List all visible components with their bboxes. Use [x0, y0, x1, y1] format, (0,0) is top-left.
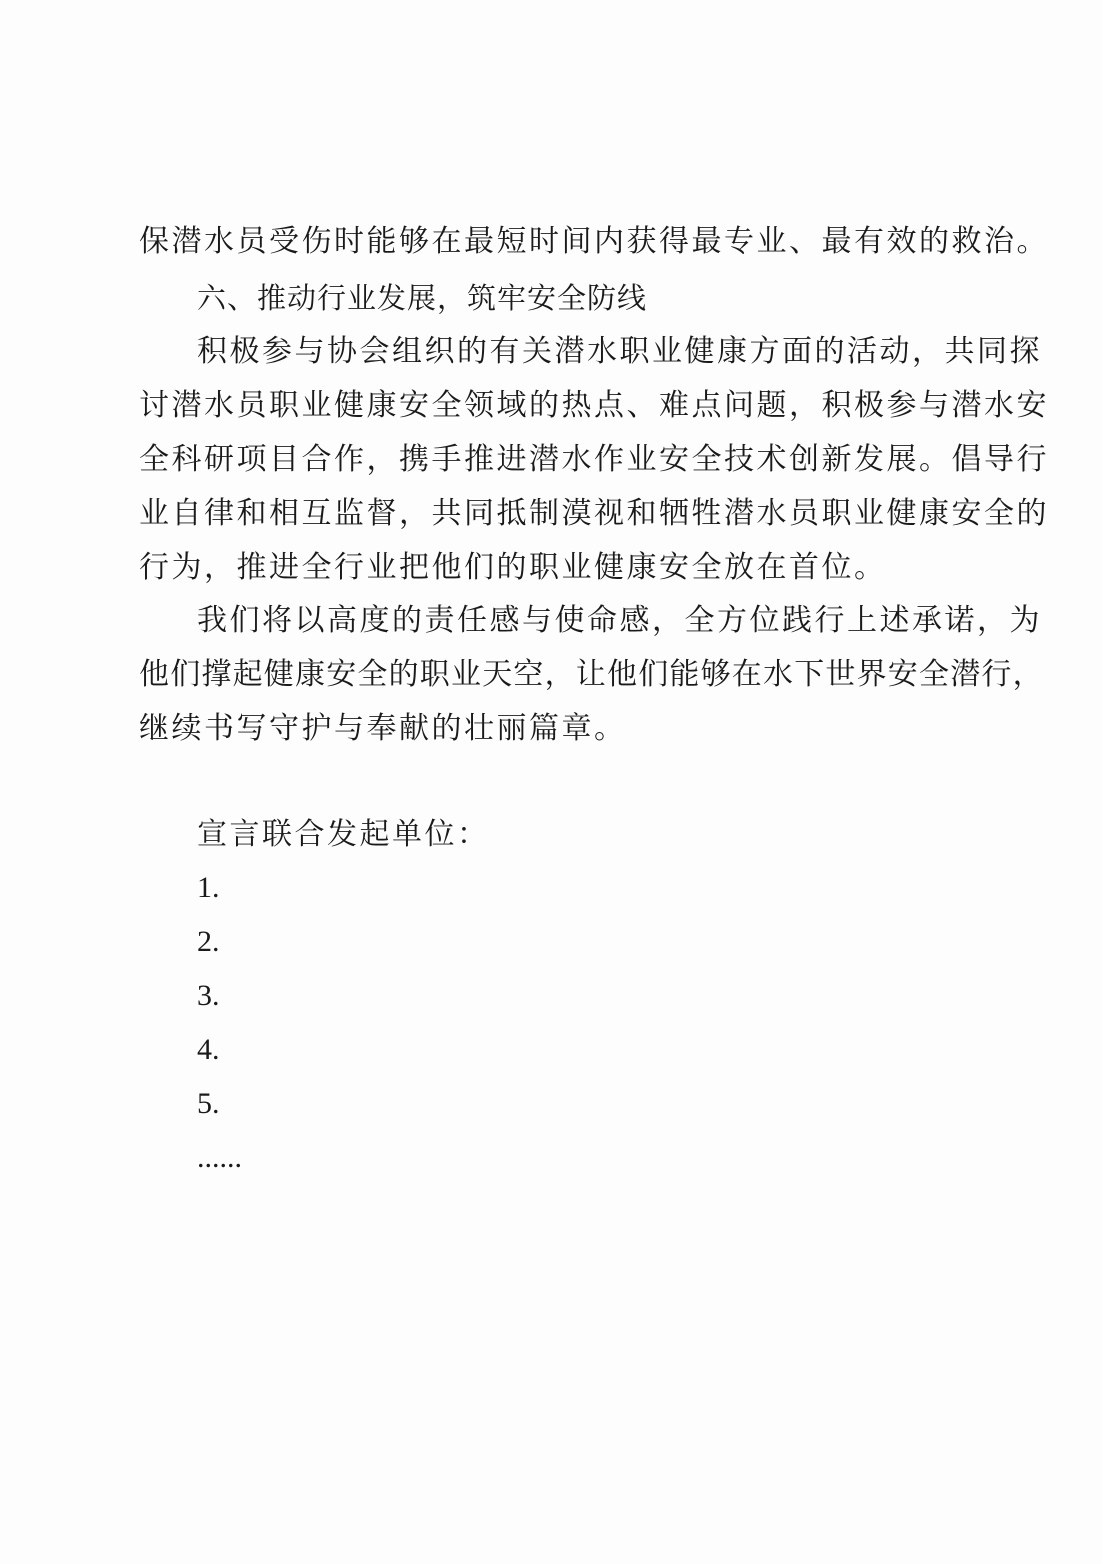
paragraph-line: 业自律和相互监督，共同抵制漠视和牺牲潜水员职业健康安全的	[139, 496, 1049, 531]
signer-item: 4.	[197, 1033, 220, 1066]
signer-item: 2.	[197, 925, 220, 958]
paragraph-line: 行为，推进全行业把他们的职业健康安全放在首位。	[139, 550, 887, 585]
signer-item: 1.	[197, 871, 220, 904]
closing-line: 我们将以高度的责任感与使命感，全方位践行上述承诺，为	[197, 603, 1042, 638]
signer-item: 5.	[197, 1087, 220, 1120]
signers-ellipsis: ......	[197, 1141, 242, 1174]
signers-title: 宣言联合发起单位：	[197, 817, 490, 852]
paragraph-line: 积极参与协会组织的有关潜水职业健康方面的活动，共同探	[197, 334, 1042, 369]
section-five-tail-line: 保潜水员受伤时能够在最短时间内获得最专业、最有效的救治。	[139, 224, 1049, 259]
closing-line: 继续书写守护与奉献的壮丽篇章。	[139, 711, 627, 746]
signer-item: 3.	[197, 979, 220, 1012]
paragraph-line: 全科研项目合作，携手推进潜水作业安全技术创新发展。倡导行	[139, 442, 1049, 477]
paragraph-line: 讨潜水员职业健康安全领域的热点、难点问题，积极参与潜水安	[139, 388, 1049, 423]
section-six-heading: 六、推动行业发展，筑牢安全防线	[197, 281, 648, 315]
closing-line: 他们撑起健康安全的职业天空，让他们能够在水下世界安全潜行，	[139, 657, 1044, 692]
